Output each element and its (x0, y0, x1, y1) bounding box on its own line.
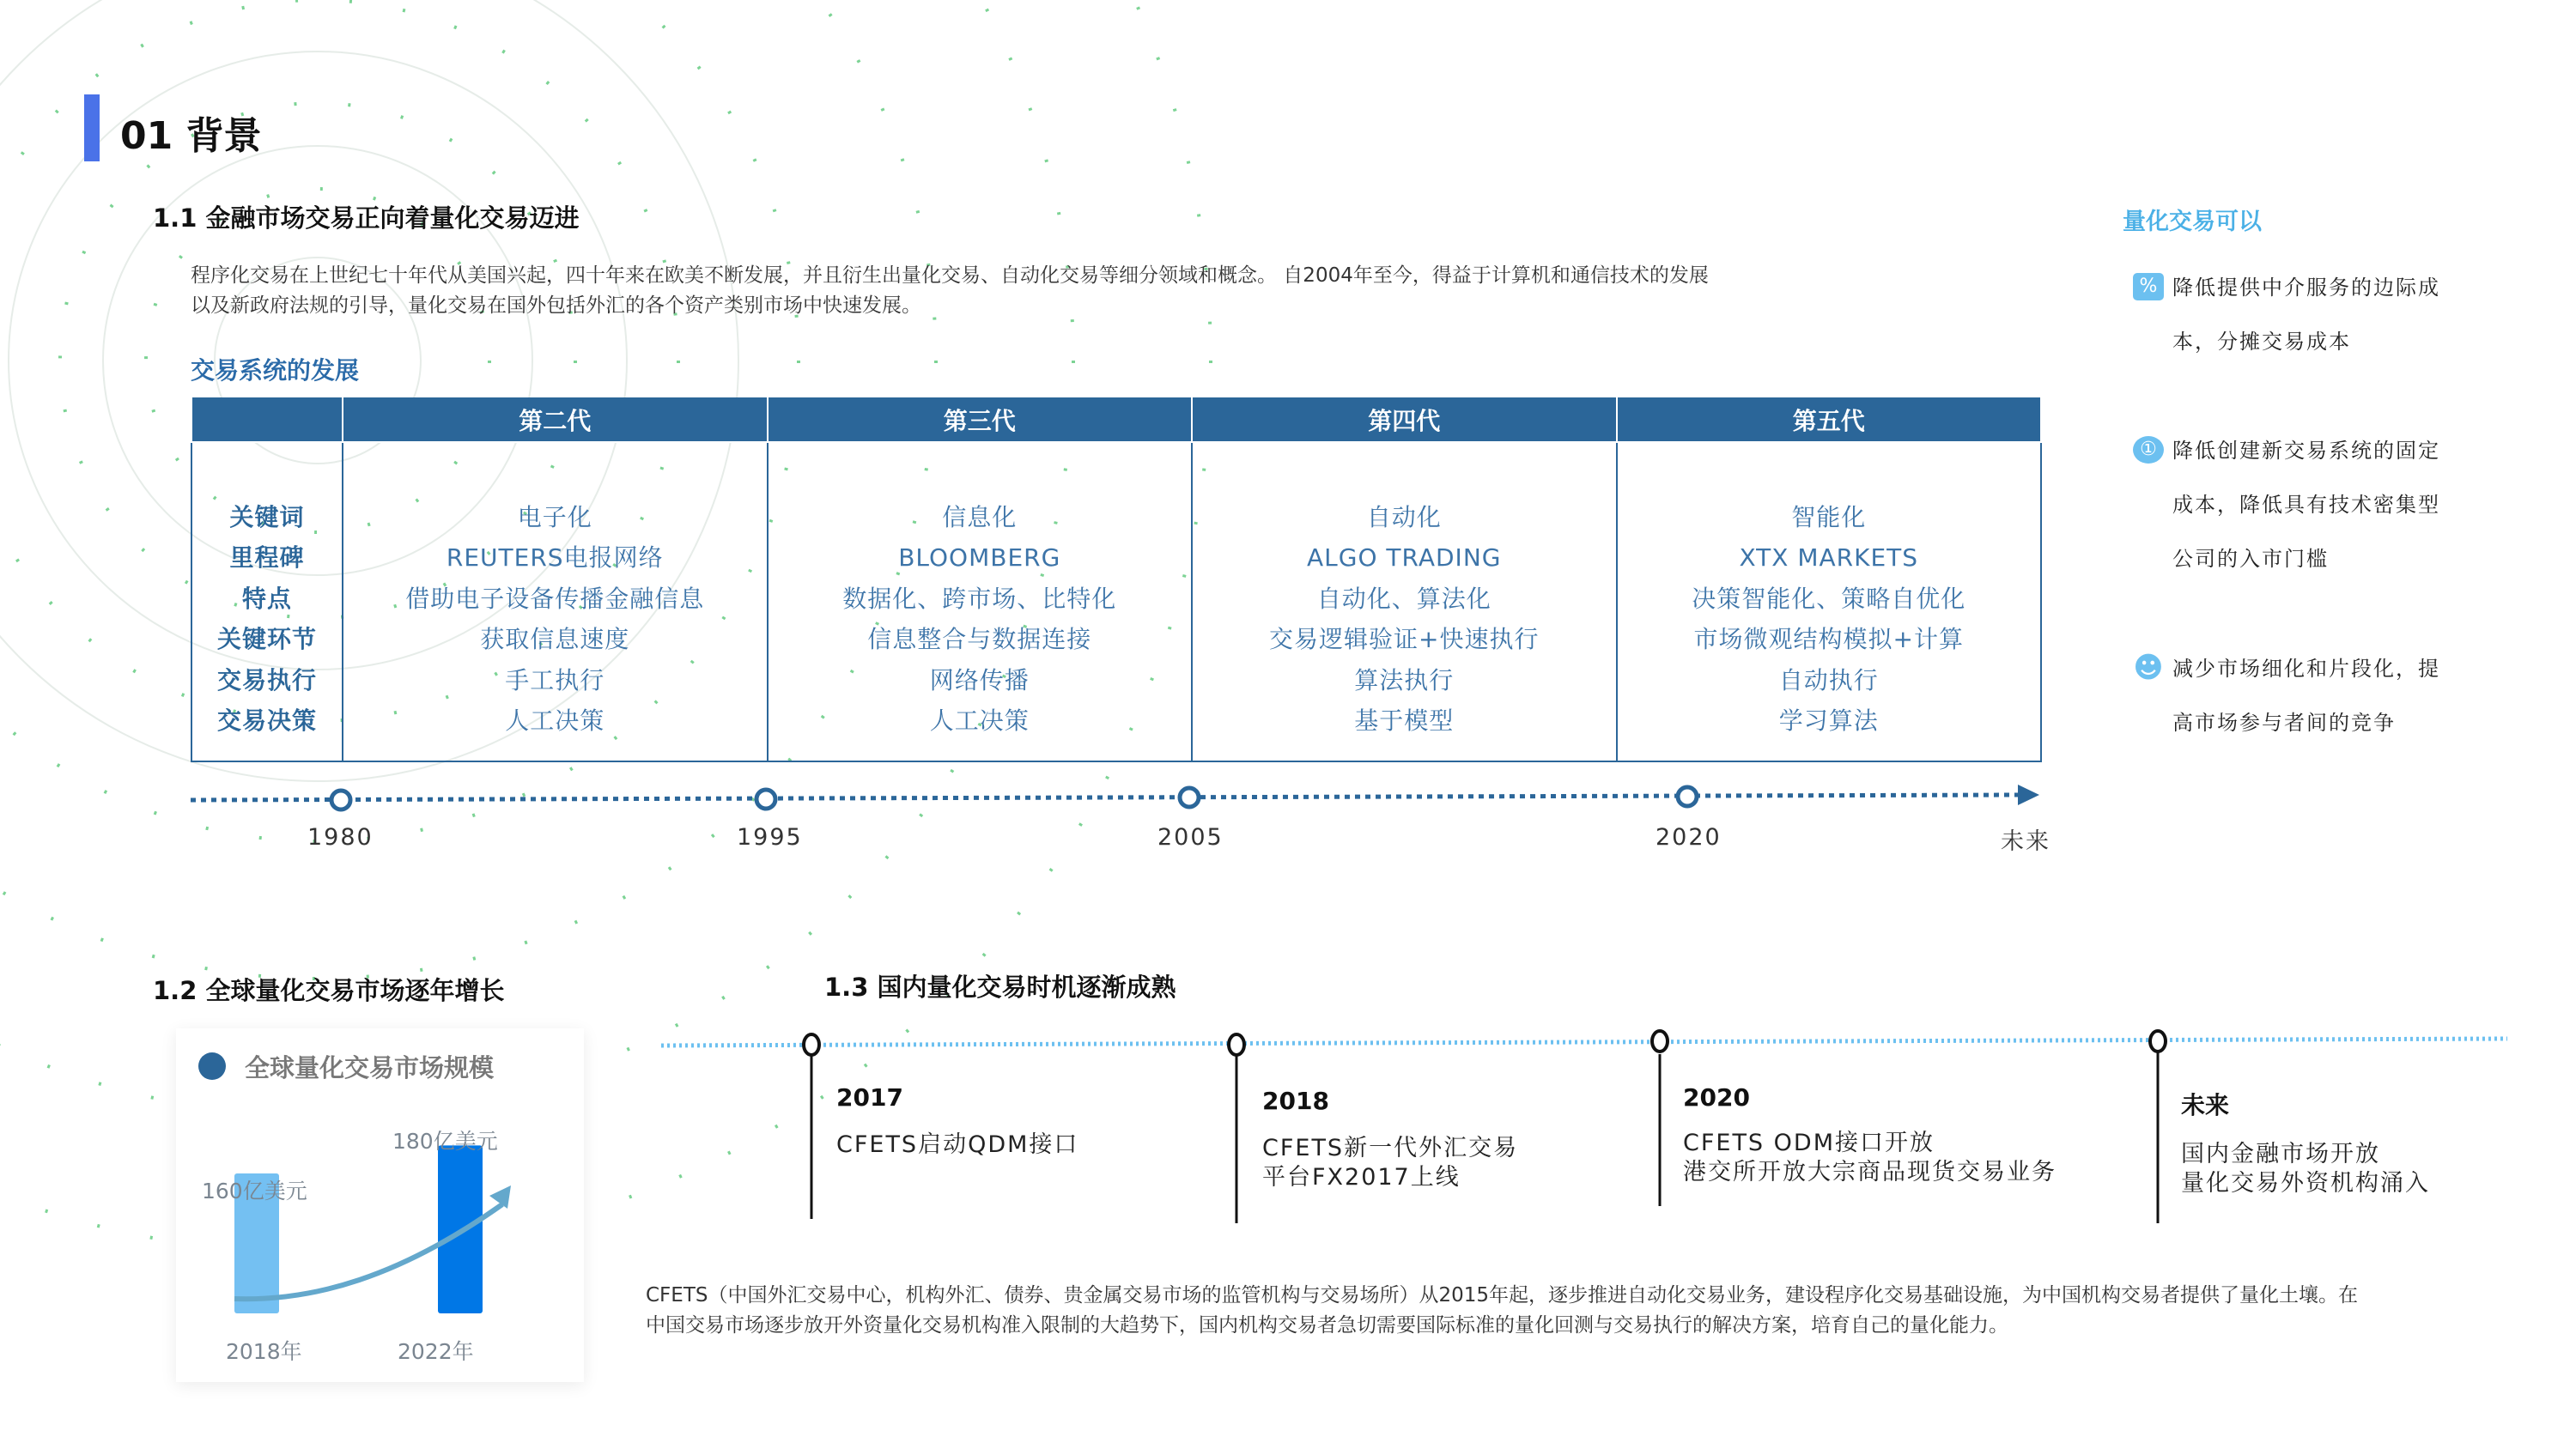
side-title: 量化交易可以 (2123, 209, 2262, 235)
generation-column: 智能化 XTX MARKETS 决策智能化、策略自优化 市场微观结构模拟+计算 自动执行 学习算法 (1617, 442, 2042, 761)
bar-chart (176, 1028, 584, 1382)
header-cell: 第五代 (1617, 397, 2042, 442)
section-3-heading: 1.3 国内量化交易时机逐渐成熟 (824, 973, 1176, 1002)
section-3-paragraph: CFETS（中国外汇交易中心，机构外汇、债券、贵金属交易市场的监管机构与交易场所）从2015年起，逐步推进自动化交易业务，建设程序化交易基础设施，为中国机构交易者提供了量化土壤。在 中国交易市场逐步放开外资量化交易机构准入限制的大趋势下，国内机构交易者急切需要国际标准的量化回测与交易执行的解决方案，培育自己的量化能力。 (646, 1284, 2359, 1337)
header-cell: 第四代 (1192, 397, 1617, 442)
page-title: 01 背景 (120, 114, 262, 158)
gear-badge-icon: ① (2133, 436, 2164, 464)
event-2017: 2017 CFETS启动QDM接口 (836, 1083, 1079, 1158)
timeline-node (1229, 1034, 1244, 1055)
domestic-timeline-line (661, 1039, 2507, 1046)
generation-timeline-line (191, 795, 2018, 800)
event-future: 未来 国内金融市场开放 量化交易外资机构涌入 (2181, 1091, 2430, 1197)
market-size-card (176, 1028, 584, 1382)
section-1-paragraph: 程序化交易在上世纪七十年代从美国兴起，四十年来在欧美不断发展，并且衍生出量化交易、自动化交易等细分领域和概念。 自2004年至今，得益于计算机和通信技术的发展 以及新政府法规的引导，量化交易在国外包括外汇的各个资产类别市场中快速发展。 (191, 264, 1709, 317)
percent-ticket-icon: % (2133, 273, 2164, 300)
timeline-label: 1980 (307, 824, 374, 851)
x-tick-label: 2022年 (398, 1339, 474, 1364)
generation-column: 电子化 REUTERS电报网络 借助电子设备传播金融信息 获取信息速度 手工执行 人工决策 (343, 442, 768, 761)
timeline-node (331, 791, 350, 809)
people-icon: ☻ (2133, 651, 2164, 685)
chart-title: 全球量化交易市场规模 (245, 1053, 495, 1082)
timeline-arrow-icon (2018, 785, 2039, 805)
timeline-label: 2020 (1656, 824, 1722, 851)
section-2-heading: 1.2 全球量化交易市场逐年增长 (153, 976, 505, 1005)
timeline-node (1652, 1031, 1668, 1052)
header-cell: 第二代 (343, 397, 768, 442)
timeline-label: 未来 (2001, 828, 2050, 855)
event-2018: 2018 CFETS新一代外汇交易 平台FX2017上线 (1262, 1087, 1519, 1191)
timeline-node (2150, 1031, 2166, 1052)
side-item: 降低创建新交易系统的固定 成本，降低具有技术密集型 公司的入市门槛 (2172, 439, 2440, 571)
timeline-node (1678, 787, 1697, 806)
timeline-node (804, 1034, 819, 1055)
header-cell: 第三代 (768, 397, 1193, 442)
row-labels: 关键词 里程碑 特点 关键环节 交易执行 交易决策 (191, 442, 343, 761)
table-title: 交易系统的发展 (191, 356, 360, 385)
timeline-label: 2005 (1157, 824, 1224, 851)
timeline-label: 1995 (737, 824, 803, 851)
side-item: 减少市场细化和片段化，提 高市场参与者间的竞争 (2172, 657, 2440, 735)
data-label: 180亿美元 (392, 1129, 498, 1154)
data-label: 160亿美元 (202, 1179, 307, 1203)
timeline-node (756, 790, 775, 809)
timeline-node (1180, 788, 1199, 807)
generation-column: 信息化 BLOOMBERG 数据化、跨市场、比特化 信息整合与数据连接 网络传播 人工决策 (768, 442, 1193, 761)
x-tick-label: 2018年 (226, 1339, 302, 1364)
event-2020: 2020 CFETS ODM接口开放 港交所开放大宗商品现货交易业务 (1683, 1083, 2057, 1185)
side-item: 降低提供中介服务的边际成 本，分摊交易成本 (2172, 276, 2440, 354)
section-1-heading: 1.1 金融市场交易正向着量化交易迈进 (153, 203, 580, 233)
generation-column: 自动化 ALGO TRADING 自动化、算法化 交易逻辑验证+快速执行 算法执行 基于模型 (1192, 442, 1617, 761)
